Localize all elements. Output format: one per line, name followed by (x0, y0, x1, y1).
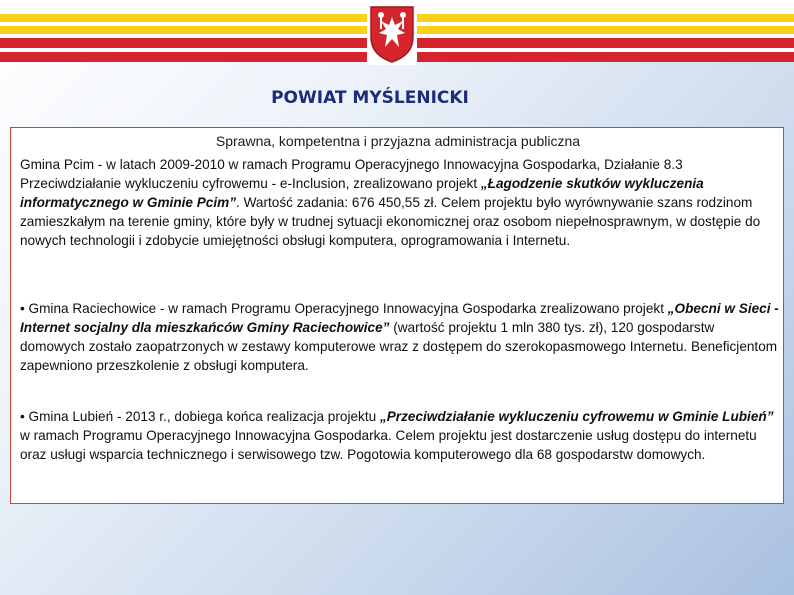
paragraph-text: (wartość projektu 1 mln 380 tys. zł), 120 gospodarstw domowych zostało zaopatrzonych w zestawy komputerowe wraz z dostępem do szerokopasmowego Internetu. Beneficjentom zapewniono przeszkolenie z obsługi komputera. (20, 320, 778, 373)
paragraph-text: 2013 r., dobiega końca realizacja projektu (125, 409, 380, 424)
paragraph-lead: Gmina Pcim (20, 157, 95, 172)
panel-subtitle: Sprawna, kompetentna i przyjazna administracja publiczna (215, 133, 581, 149)
paragraph-pcim (20, 155, 782, 250)
project-title: „Przeciwdziałanie wykluczeniu cyfrowemu w Gminie Lubień” (379, 409, 774, 424)
paragraph-text: w ramach Programu Operacyjnego Innowacyjna Gospodarka. Celem projektu jest dostarczenie usług dostępu do internetu oraz usługi wsparcia technicznego i serwisowego tzw. Pogotowia komputerowego dla 68 gospodarstw domowych. (20, 428, 757, 462)
paragraph-text: w ramach Programu Operacyjnego Innowacyjna Gospodarka zrealizowano projekt (168, 301, 668, 316)
coat-of-arms-icon (367, 3, 417, 65)
paragraph-lead: • Gmina Raciechowice - (20, 301, 169, 316)
paragraph-lubien (20, 407, 782, 464)
paragraph-lead: • Gmina Lubień - (20, 409, 126, 424)
content-panel (10, 127, 784, 504)
page-title: POWIAT MYŚLENICKI (271, 88, 469, 108)
project-title: „Łagodzenie skutków wykluczenia informatycznego w Gminie Pcim” (20, 176, 704, 210)
paragraph-raciechowice (20, 299, 782, 375)
project-title: „Obecni w Sieci - Internet socjalny dla mieszkańców Gminy Raciechowice” (20, 301, 779, 335)
paragraph-text: . Wartość zadania: 676 450,55 zł. Celem projektu było wyrównywanie szans rodzinom zamieszkałym na terenie gminy, które były w trudnej sytuacji ekonomicznej oraz osobom niepełnosprawnym, w dostępie do nowych technologii i zdobycie umiejętności obsługi komputera, oprogramowania i Internetu. (20, 195, 761, 248)
paragraph-text: - w latach 2009-2010 w ramach Programu Operacyjnego Innowacyjna Gospodarka, Działanie 8.3 Przeciwdziałanie wykluczeniu cyfrowemu - e-Inclusion, zrealizowano projekt (20, 157, 683, 191)
